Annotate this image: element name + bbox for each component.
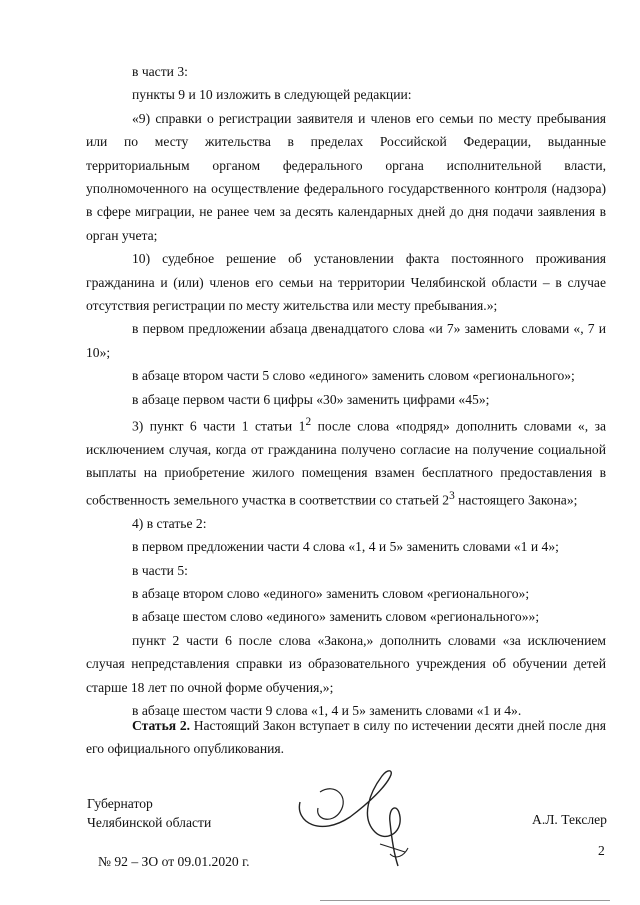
- page-number: 2: [598, 843, 605, 858]
- superscript: 2: [305, 416, 312, 429]
- signatory-title-line2: Челябинской области: [87, 815, 212, 830]
- paragraph: пункты 9 и 10 изложить в следующей редакции:: [132, 87, 412, 103]
- law-number: № 92 – ЗО от 09.01.2020 г.: [98, 854, 250, 869]
- paragraph: в абзаце шестом части 9 слова «1, 4 и 5» заменить словами «1 и 4».: [132, 703, 522, 719]
- signatory-name: А.Л. Текслер: [532, 812, 607, 827]
- paragraph: в абзаце втором слово «единого» заменить словом «регионального»;: [132, 586, 530, 601]
- article-2-label: Статья 2.: [132, 718, 191, 733]
- superscript: 3: [449, 489, 455, 502]
- paragraph-part: настоящего Закона»;: [454, 492, 578, 508]
- paragraph: в первом предложении абзаца двенадцатого слова «и 7» заменить словами «, 7 и 10»;: [86, 321, 606, 360]
- signatory-title: [87, 794, 211, 832]
- paragraph: 10) судебное решение об установлении факта постоянного проживания гражданина и (или) членов его семьи на территории Челябинской области – в случае отсутствия регистрации по месту жительства или месту пребывания.»;: [86, 251, 606, 314]
- signatory-title-line1: Губернатор: [87, 796, 153, 811]
- paragraph-part: 3) пункт 6 части 1 статьи 1: [132, 418, 306, 434]
- article-2: [86, 714, 606, 761]
- paragraph: [86, 411, 606, 512]
- paragraph: в абзаце шестом слово «единого» заменить словом «регионального»»;: [132, 609, 540, 625]
- paragraph: в части 5:: [132, 562, 188, 578]
- paragraph-part: после слова «подряд» дополнить словами «, за исключением случая, когда от гражданина получено согласие на получение социальной выплаты на приобретение жилого помещения взамен бесплатного предоставления в собственность земельного участка в соответствии со статьей 2: [86, 418, 606, 508]
- bottom-rule: [320, 900, 610, 901]
- paragraph: 4) в статье 2:: [132, 515, 207, 531]
- paragraph: пункт 2 части 6 после слова «Закона,» дополнить словами «за исключением случая непредставления справки из образовательного учреждения об обучении детей старше 18 лет по очной форме обучения,»;: [86, 632, 606, 695]
- paragraph: в абзаце первом части 6 цифры «30» заменить цифрами «45»;: [132, 391, 490, 407]
- paragraph: в первом предложении части 4 слова «1, 4 и 5» заменить словами «1 и 4»;: [132, 539, 559, 555]
- paragraph: в абзаце втором части 5 слово «единого» заменить словом «регионального»;: [132, 368, 575, 384]
- handwritten-signature: [290, 762, 420, 872]
- article-2-text: Настоящий Закон вступает в силу по истечении десяти дней после дня его официального опубликования.: [86, 718, 607, 757]
- body-text: [86, 60, 606, 722]
- paragraph: в части 3:: [132, 64, 188, 79]
- paragraph: «9) справки о регистрации заявителя и членов его семьи по месту пребывания или по месту жительства в пределах Российской Федерации, выданные территориальным органом федерального органа исполнительной власти, уполномоченного на осуществление федерального государственного контроля (надзора) в сфере миграции, не ранее чем за десять календарных дней до дня подачи заявления в орган учета;: [86, 110, 606, 243]
